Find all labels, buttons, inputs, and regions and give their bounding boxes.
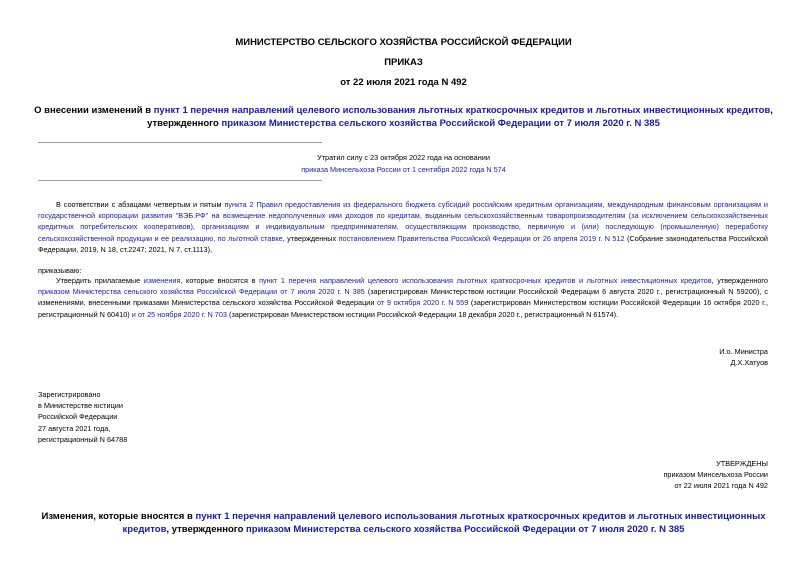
preamble-text-c: (Собрание законодательства Российской Федерации, 2019, N 18, ст.2247; 2021, N 7, ст.1113), <box>38 233 768 254</box>
changes-title-prefix: Изменения, которые вносятся в <box>41 511 196 522</box>
document-title <box>0 104 807 130</box>
main-text-c: , утвержденного <box>711 276 768 285</box>
main-text-b: , которые вносятся в <box>180 276 260 285</box>
approved-line: приказом Минсельхоза России <box>663 470 768 480</box>
registration-line: 27 августа 2021 года, <box>38 423 111 433</box>
title-link-perechen[interactable]: пункт 1 перечня направлений целевого использования льготных краткосрочных кредитов и льготных инвестиционных кредитов <box>153 105 771 116</box>
status-divider-bottom <box>38 180 322 181</box>
registration-line: Российской Федерации <box>38 412 118 422</box>
main-text-a: Утвердить прилагаемые <box>56 276 144 285</box>
registration-block <box>38 389 127 445</box>
approved-line: УТВЕРЖДЕНЫ <box>716 459 768 468</box>
signature-name: Д.Х.Хатуов <box>730 358 768 367</box>
order-word: приказываю: <box>38 266 82 275</box>
link-punkt-1-perechnya[interactable]: пункт 1 перечня направлений целевого использования льготных краткосрочных кредитов и льготных инвестиционных кредитов <box>259 276 712 285</box>
approved-line: от 22 июля 2021 года N 492 <box>674 481 768 491</box>
main-text-e: (зарегистрирован Министерством юстиции Российской Федерации 16 октября 2020 г., регистрационный N 60410) <box>38 298 768 319</box>
link-postanovlenie-512[interactable]: постановлением Правительства Российской Федерации от 26 апреля 2019 г. N 512 <box>338 233 625 243</box>
preamble-text-a: В соответствии с абзацами четвертым и пятым <box>56 200 225 209</box>
registration-line: в Министерстве юстиции <box>38 401 123 411</box>
status-link[interactable]: приказа Минсельхоза России от 1 сентября 2022 года N 574 <box>301 165 506 174</box>
changes-title-link-prikaz-385[interactable]: приказом Министерства сельского хозяйства Российской Федерации от 7 июля 2020 г. N 385 <box>246 524 685 535</box>
main-paragraph <box>38 275 768 320</box>
preamble-text-b: , утвержденных <box>282 233 339 243</box>
status-divider-top <box>38 142 322 143</box>
main-text-d: (зарегистрирован Министерством юстиции Российской Федерации 6 августа 2020 г., регистрационный N 59200), с изменениями, внесенными приказами Министерства сельского хозяйства Российской Федерации <box>38 287 768 308</box>
main-text-f: (зарегистрирован Министерством юстиции Российской Федерации 18 декабря 2020 г., регистрационный N 61574). <box>226 309 619 319</box>
changes-title-link-perechen[interactable]: пункт 1 перечня направлений целевого использования льготных краткосрочных кредитов и льготных инвестиционных кредитов <box>122 511 766 535</box>
approved-block <box>663 458 768 492</box>
registration-line: регистрационный N 64788 <box>38 434 128 444</box>
title-prefix: О внесении изменений в <box>34 105 154 116</box>
document-type: ПРИКАЗ <box>384 57 423 68</box>
preamble-paragraph <box>38 199 768 255</box>
ministry-name: МИНИСТЕРСТВО СЕЛЬСКОГО ХОЗЯЙСТВА РОССИЙСКОЙ ФЕДЕРАЦИИ <box>235 37 572 48</box>
link-pravila-punkt-2[interactable]: пункта 2 Правил предоставления из федерального бюджета субсидий российским кредитным организациям, международным финансовым организациям и государственной корпорации развития "ВЭБ.РФ" на возмещение недополученных ими доходов по кредитам, выданным сельскохозяйственным товаропроизводителям (за исключением сельскохозяйственных кредитных потребительских кооперативов), организациям и индивидуальным предпринимателям, осуществляющим производство, первичную и (или) последующую (промышленную) переработку сельскохозяйственной продукции и ее реализацию, по льготной ставке <box>38 200 768 243</box>
link-prikaz-559[interactable]: от 9 октября 2020 г. N 559 <box>377 298 469 308</box>
status-text: Утратил силу с 23 октября 2022 года на основании <box>317 153 490 162</box>
link-prikaz-385[interactable]: приказом Министерства сельского хозяйства Российской Федерации от 7 июля 2020 г. N 385 <box>38 287 365 297</box>
link-prikaz-703[interactable]: и от 25 ноября 2020 г. N 703 <box>131 309 227 319</box>
title-link-prikaz-385[interactable]: приказом Министерства сельского хозяйства Российской Федерации от 7 июля 2020 г. N 385 <box>221 118 660 129</box>
registration-line: Зарегистрировано <box>38 390 101 399</box>
title-mid: , утвержденного <box>147 105 773 129</box>
changes-title <box>0 510 807 536</box>
document-date: от 22 июля 2021 года N 492 <box>340 77 467 88</box>
signature-role: И.о. Министра <box>719 347 768 356</box>
link-izmeneniya[interactable]: изменения <box>143 276 181 285</box>
changes-title-mid: , утвержденного <box>166 524 247 535</box>
